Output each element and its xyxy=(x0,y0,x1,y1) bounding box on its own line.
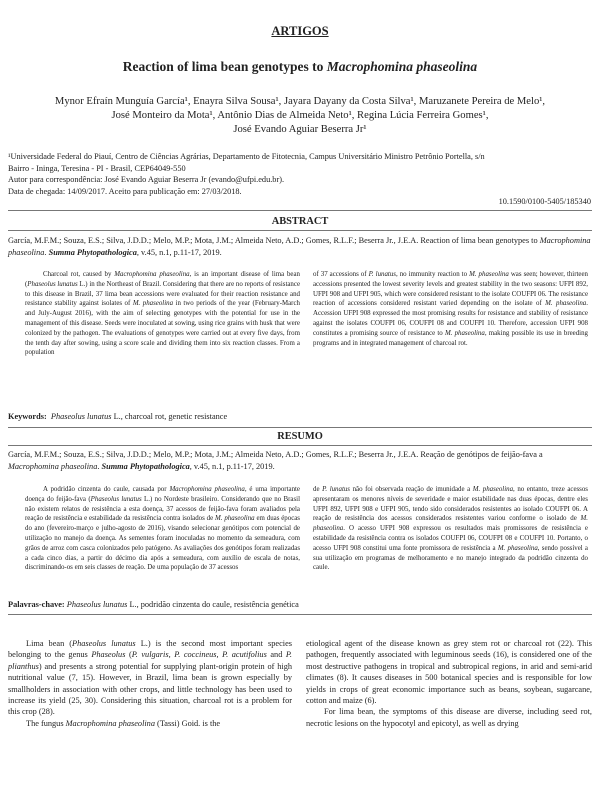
divider xyxy=(8,427,592,428)
author-line: José Monteiro da Mota¹, Antônio Dias de Almeida Neto¹, Regina Lúcia Ferreira Gomes¹, xyxy=(111,110,489,122)
species-name: Macrophomina phaseolina xyxy=(114,271,190,278)
title-text: Reaction of lima bean genotypes to xyxy=(122,59,327,74)
species-name: M. phaseolina xyxy=(469,271,509,278)
body-paragraph: For lima bean, the symptoms of this disease are diverse, including seed rot, necrotic lesions on the hypocotyl and epicotyl, as well as drying xyxy=(306,707,592,728)
abstract-citation xyxy=(8,235,592,258)
keyword-species: Phaseolus lunatus xyxy=(50,412,112,421)
species-name: M. phaseolina xyxy=(472,486,514,493)
resumo-column-left xyxy=(25,485,300,573)
keyword-species: Phaseolus lunatus xyxy=(66,600,128,609)
title-species: Macrophomina phaseolina xyxy=(326,59,478,74)
divider xyxy=(8,230,592,231)
keywords-label: Keywords xyxy=(8,412,44,421)
article-title xyxy=(0,59,600,75)
species-name: Phaseolus xyxy=(91,650,126,660)
citation-authors: García, M.F.M.; Souza, E.S.; Silva, J.D.D.; Melo, M.P.; Mota, J.M.; Almeida Neto, A.D.; Gomes, R.L.F.; Beserra Jr., J.E.A. Reaction of lima bean genotypes to xyxy=(8,236,540,245)
citation-species: Macrophomina phaseolina xyxy=(8,461,98,471)
species-name: P. lunatus xyxy=(322,486,350,493)
author-line: José Evando Aguiar Beserra Jr¹ xyxy=(233,124,367,136)
species-name: P. vulgaris, P. coccineus, P. acutifolius xyxy=(131,650,267,660)
citation-journal: Summa Phytopathologica xyxy=(48,247,137,257)
abstract-paragraph: of 37 accessions of P. lunatus, no immunity reaction to M. phaseolina was seen; however, thirteen accessions presented the lowest severity levels and greatest stability in the two seasons: UFPI 892, UFPI 908 and UFPI 905, which were considered resistant to the isolate COUFPI 06. The resistance reaction of accessions considered resistant varied depending on the isolate of M. phaseolina. Accession UFPI 908 expressed the most promising results for resistance and stability of resistance against the isolates COUFPI 06, COUFPI 08 and COUFPI 10. Therefore, accession UFPI 908 constitutes a promising source of resistance to M. phaseolina, making possible its use in breeding programs and in integrated management of charcoal rot. xyxy=(313,271,588,347)
body-paragraph: Lima bean (Phaseolus lunatus L.) is the second most important species belonging to the genus Phaseolus (P. vulgaris, P. coccineus, P. acutifolius and P. plianthus) and presents a strong potential for supplying plant-origin protein of high nutritional value (7, 15). However, in Brazil, lima bean is grown especially by smallholders in association with other crops, and little technology has been used to increase its yield (25, 30). Considering this situation, charcoal rot is a problem for this crop (28). xyxy=(8,639,292,717)
citation-volume: , v.45, n.1, p.11-17, 2019. xyxy=(136,247,222,257)
species-name: Phaseolus lunatus xyxy=(90,495,142,503)
species-name: M. phaseolina xyxy=(313,515,588,533)
abstract-heading: ABSTRACT xyxy=(271,216,329,227)
citation-separator: . xyxy=(97,461,102,471)
keywords-label: Palavras-chave xyxy=(8,600,62,609)
doi[interactable]: 10.1590/0100-5405/185340 xyxy=(498,197,591,206)
keywords: Keywords: Phaseolus lunatus L., charcoal rot, genetic resistance xyxy=(8,412,228,421)
resumo-paragraph: A podridão cinzenta do caule, causada por Macrophomina phaseolina, é uma importante doença do feijão-fava (Phaseolus lunatus L.) no Nordeste brasileiro. Considerando que no Brasil não existem relatos de resistência a esta doença, 37 acessos de feijão-fava foram avaliados pela reação de resistência e estabilidade da resistência contra isolados de M. phaseolina em duas épocas do ano (fevereiro-março e julho-agosto de 2016), visando selecionar genótipos com potencial de utilização no manejo da doença. As sementes foram inoculadas no momento da semeadura, com grãos de arroz com casca colonizados pelo patógeno. As avaliações dos genótipos foram realizadas a cada cinco dias, a partir do décimo dia após a semeadura, com auxílio de escala de notas, discriminando-os em seis classes de reação. De uma população de 37 acessos xyxy=(25,486,301,572)
citation-species: Macrophomina phaseolina xyxy=(8,236,591,257)
resumo-column-right xyxy=(313,485,588,573)
affiliation-line: ¹Universidade Federal do Piauí, Centro de Ciências Agrárias, Departamento de Fitotecnia, Campus Universitário Ministro Petrônio Portella, s/n xyxy=(8,152,485,161)
author-line: Mynor Efraín Munguía García¹, Enayra Silva Sousa¹, Jayara Dayany da Costa Silva¹, Maruzanete Pereira de Melo¹, xyxy=(54,96,546,107)
citation-volume: , v.45, n.1, p.11-17, 2019. xyxy=(189,461,275,471)
species-name: M. phaseolina xyxy=(215,515,255,523)
abstract-column-right xyxy=(313,270,588,348)
resumo-citation xyxy=(8,449,592,472)
citation-separator: . xyxy=(44,247,49,257)
resumo-paragraph: de P. lunatus não foi observada reação de imunidade a M. phaseolina, no entanto, treze acessos apresentaram os menores níveis de severidade e maior estabilidade nas duas épocas, dentre eles UFPI 892, UFPI 908 e UFPI 905, tendo sido considerados resistentes ao isolado COUFPI 06. A reação de resistência dos acessos considerados resistentes variou conforme o isolado de M. phaseolina. O acesso UFPI 908 expressou os resultados mais promissores de resistência e estabilidade da resistência contra os isolados COUFPI 06, COUFPI 08 e COUFPI 10. Portanto, o acesso UFPI 908 constitui uma fonte promissora de resistência a M. phaseolina, sendo possível a sua utilização em programas de melhoramento e no manejo integrado da podridão cinzenta do caule. xyxy=(313,486,588,572)
body-paragraph: The fungus Macrophomina phaseolina (Tassi) Goid. is the xyxy=(26,718,221,728)
corresponding-author: Autor para correspondência: José Evando Aguiar Beserra Jr (evando@ufpi.edu.br). xyxy=(8,175,285,184)
section-label: ARTIGOS xyxy=(271,24,329,38)
species-name: Macrophomina phaseolina xyxy=(169,486,245,493)
divider xyxy=(8,210,592,211)
keywords-text: L., charcoal rot, genetic resistance xyxy=(111,412,228,421)
palavras-chave: Palavras-chave: Phaseolus lunatus L., podridão cinzenta do caule, resistência genética xyxy=(8,600,299,609)
body-column-left xyxy=(8,638,292,729)
body-column-right xyxy=(306,638,592,729)
species-name: M. phaseolina xyxy=(132,300,174,308)
species-name: Phaseolus lunatus xyxy=(72,639,136,648)
citation-authors: García, M.F.M.; Souza, E.S.; Silva, J.D.D.; Melo, M.P.; Mota, J.M.; Almeida Neto, A.D.; Gomes, R.L.F.; Beserra Jr., J.E.A. Reação de genótipos de feijão-fava a xyxy=(8,450,543,459)
species-name: M. phaseolina xyxy=(545,300,587,308)
species-name: Phaseolus lunatus xyxy=(27,280,78,288)
abstract-paragraph: Charcoal rot, caused by Macrophomina phaseolina, is an important disease of lima bean (Phaseolus lunatus L.) in the Northeast of Brazil. Considering that there are no reports of resistance to this disease in Brazil, 37 lima bean accessions were evaluated for their reaction resistance and resistance stability against isolates of M. phaseolina in two periods of the year (February-March and July-August 2016), with the aim of selecting genotypes with the potential for use in the management of this disease. Seeds were inoculated at sowing, using rice grains with husk that were colonized by the pathogen. The evaluations of genotypes were carried out at every five days, from the tenth day after sowing, using a score scale and dividing them into six reaction classes. From a population xyxy=(25,271,300,357)
divider xyxy=(8,614,592,615)
species-name: P. plianthus xyxy=(8,650,292,671)
species-name: P. lunatus xyxy=(368,271,396,278)
affiliation-line: Bairro - Ininga, Teresina - PI - Brasil, CEP64049-550 xyxy=(8,163,186,173)
author-list xyxy=(40,95,560,138)
species-name: M. phaseolina xyxy=(497,544,538,552)
body-paragraph: etiological agent of the disease known as grey stem rot or charcoal rot (22). This pathogen, frequently associated with leguminous seeds (16), is considered one of the most destructive pathogens in tropical and subtropical regions, in arid and semi-arid climates (8). It causes diseases in 500 botanical species and is responsible for low yields in crops of great economic importance such as beans, soybean, sugarcane, cotton and maize (6). xyxy=(306,639,592,706)
species-name: Macrophomina phaseolina xyxy=(65,718,155,728)
received-accepted-dates: Data de chegada: 14/09/2017. Aceito para publicação em: 27/03/2018. xyxy=(8,186,242,196)
divider xyxy=(8,445,592,446)
citation-journal: Summa Phytopathologica xyxy=(101,461,190,471)
affiliation-block xyxy=(8,151,593,197)
abstract-column-left xyxy=(25,270,300,358)
keywords-text: L., podridão cinzenta do caule, resistência genética xyxy=(127,600,299,609)
resumo-heading: RESUMO xyxy=(277,431,323,442)
species-name: M. phaseolina xyxy=(444,329,485,337)
